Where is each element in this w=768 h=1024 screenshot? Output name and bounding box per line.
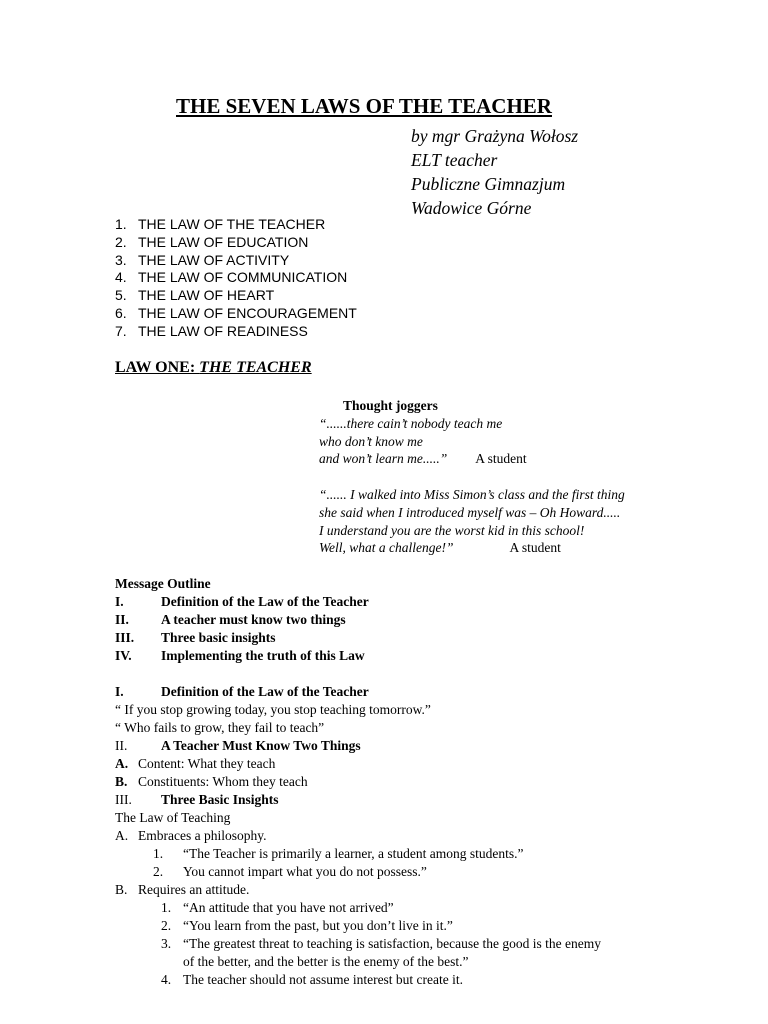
quote-line: “......there cain’t nobody teach me xyxy=(319,415,503,431)
lettered-item: A. Embraces a philosophy. xyxy=(115,827,267,843)
thought-joggers xyxy=(319,397,625,557)
quote-line: she said when I introduced myself was – Oh Howard..... xyxy=(319,504,621,520)
thought-joggers-title: Thought joggers xyxy=(343,398,438,413)
quote-attribution: A student xyxy=(509,540,561,556)
numbered-item: 2. “You learn from the past, but you don’t live in it.” xyxy=(161,917,453,933)
byline-line: ELT teacher xyxy=(411,150,498,170)
outline-title: Message Outline xyxy=(115,576,211,591)
numbered-item: 1. “The Teacher is primarily a learner, a student among students.” xyxy=(153,845,524,861)
byline-line: Wadowice Górne xyxy=(411,198,532,218)
section-heading: III. Three Basic Insights xyxy=(115,791,279,807)
list-item: 3. THE LAW OF ACTIVITY xyxy=(115,251,290,268)
body-line: “ If you stop growing today, you stop teaching tomorrow.” xyxy=(115,701,431,717)
laws-list xyxy=(115,216,357,341)
numbered-item: 3. “The greatest threat to teaching is satisfaction, because the good is the enemy xyxy=(161,935,601,951)
list-item: 1. THE LAW OF THE TEACHER xyxy=(115,216,326,232)
outline-item: IV. Implementing the truth of this Law xyxy=(115,648,365,663)
message-outline xyxy=(115,575,601,989)
lettered-item: A. Content: What they teach xyxy=(115,755,276,771)
numbered-item: 2. You cannot impart what you do not possess.” xyxy=(153,863,427,879)
quote-line: “...... I walked into Miss Simon’s class and the first thing xyxy=(319,486,625,502)
numbered-item-continuation: of the better, and the better is the enemy of the best.” xyxy=(183,953,469,969)
lettered-item: B. Requires an attitude. xyxy=(115,881,250,897)
list-item: 5. THE LAW OF HEART xyxy=(115,287,275,304)
list-item: 4. THE LAW OF COMMUNICATION xyxy=(115,269,348,286)
quote-attribution: A student xyxy=(475,451,527,467)
body-line: “ Who fails to grow, they fail to teach” xyxy=(115,719,325,735)
section-heading: II. A Teacher Must Know Two Things xyxy=(115,737,361,753)
document-title: THE SEVEN LAWS OF THE TEACHER xyxy=(176,94,552,118)
subheading: The Law of Teaching xyxy=(115,809,231,825)
outline-item: III. Three basic insights xyxy=(115,630,276,645)
list-item: 6. THE LAW OF ENCOURAGEMENT xyxy=(115,304,357,321)
numbered-item: 1. “An attitude that you have not arrived” xyxy=(161,899,394,915)
section-heading: I. Definition of the Law of the Teacher xyxy=(115,683,369,699)
byline-line: by mgr Grażyna Wołosz xyxy=(411,126,579,146)
byline-line: Publiczne Gimnazjum xyxy=(411,174,566,194)
outline-item: I. Definition of the Law of the Teacher xyxy=(115,594,369,609)
quote-line: who don’t know me xyxy=(319,433,423,449)
quote-line: I understand you are the worst kid in this school! xyxy=(319,522,585,538)
law-one-heading: LAW ONE: THE TEACHER xyxy=(115,359,312,376)
outline-item: II. A teacher must know two things xyxy=(115,612,346,627)
numbered-item: 4. The teacher should not assume interest but create it. xyxy=(161,971,464,987)
lettered-item: B. Constituents: Whom they teach xyxy=(115,773,308,789)
list-item: 2. THE LAW OF EDUCATION xyxy=(115,233,309,250)
quote-line: and won’t learn me.....” A student xyxy=(319,451,527,467)
list-item: 7. THE LAW OF READINESS xyxy=(115,322,308,339)
quote-line: Well, what a challenge!” A student xyxy=(319,540,561,556)
author-byline xyxy=(411,124,578,220)
